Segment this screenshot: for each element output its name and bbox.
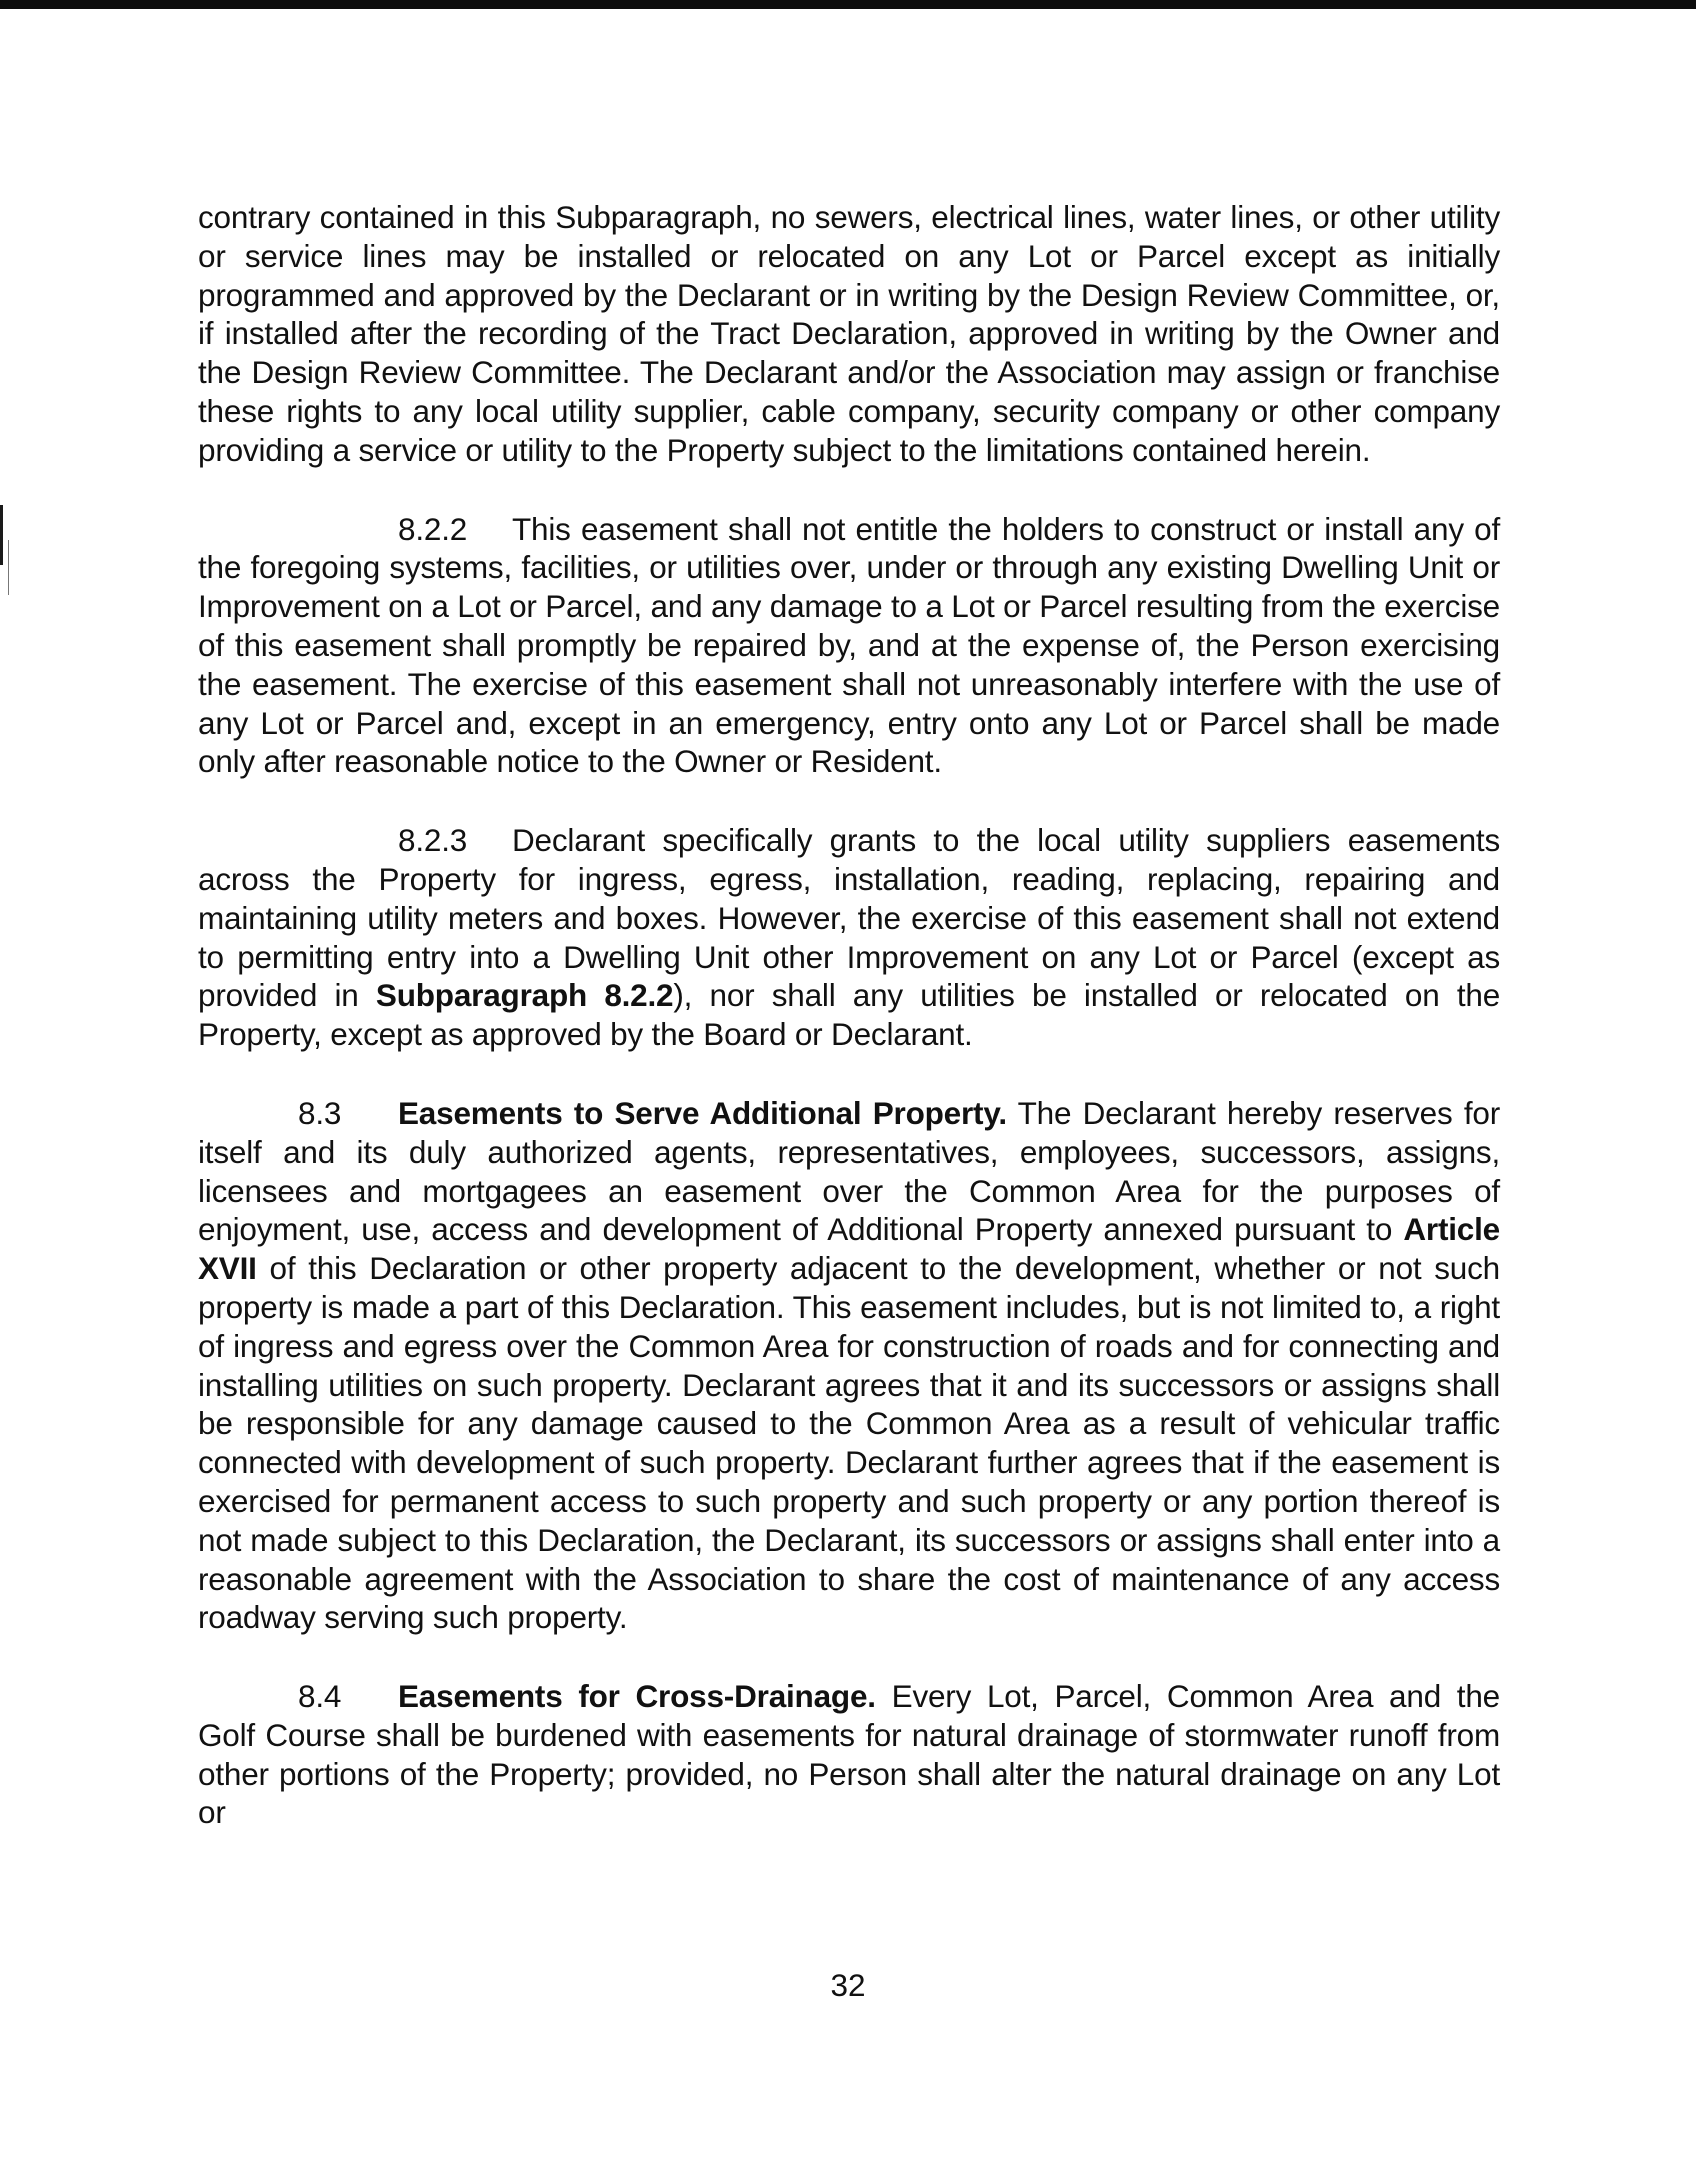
paragraph-text: Declarant specifically grants to the local utility suppliers easements across the Property for ingress, egress, installation, reading, replacing, repairing and maintaining utility meters and boxes. However, the exercise of this easement shall not extend to permitting entry into a Dwelling Unit other Improvement on any Lot or Parcel (except as provided in <box>198 822 1500 1014</box>
paragraph-text: The Declarant hereby reserves for itself and its duly authorized agents, representatives, employees, successors, assigns, licensees and mortgagees an easement over the Common Area for the purposes of enjoyment, use, access and development of Additional Property annexed pursuant to <box>198 1094 1501 1248</box>
section-heading: Easements to Serve Additional Property. <box>398 1094 1007 1131</box>
paragraph-continuation <box>198 198 1500 470</box>
scan-left-tick <box>8 540 9 595</box>
paragraph-8-3 <box>198 1094 1500 1637</box>
paragraph-8-2-2 <box>198 510 1500 782</box>
cross-reference: Subparagraph 8.2.2 <box>375 977 674 1014</box>
scan-top-edge <box>0 0 1696 9</box>
paragraph-text: contrary contained in this Subparagraph, no sewers, electrical lines, water lines, or other utility or service lines may be installed or relocated on any Lot or Parcel except as initially programmed and approved by the Declarant or in writing by the Design Review Committee, or, if installed after the recording of the Tract Declaration, approved in writing by the Owner and the Design Review Committee. The Declarant and/or the Association may assign or franchise these rights to any local utility supplier, cable company, security company or other company providing a service or utility to the Property subject to the limitations contained herein. <box>198 199 1500 468</box>
section-number: 8.4 <box>298 1678 342 1715</box>
section-heading: Easements for Cross-Drainage. <box>398 1678 876 1715</box>
paragraph-text: ), nor shall any utilities be installed or relocated on the Property, except as approved by the Board or Declarant. <box>198 977 1501 1053</box>
scan-left-mark <box>0 505 3 565</box>
paragraph-8-2-3 <box>198 821 1500 1054</box>
document-body <box>198 198 1500 1872</box>
section-number: 8.3 <box>298 1094 342 1131</box>
paragraph-text: of this Declaration or other property adjacent to the development, whether or not such property is made a part of this Declaration. This easement includes, but is not limited to, a right of ingress and egress over the Common Area for construction of roads and for connecting and installing utilities on such property. Declarant agrees that it and its successors or assigns shall be responsible for any damage caused to the Common Area as a result of vehicular traffic connected with development of such property. Declarant further agrees that if the easement is exercised for permanent access to such property and such property or any portion thereof is not made subject to this Declaration, the Declarant, its successors or assigns shall enter into a reasonable agreement with the Association to share the cost of maintenance of any access roadway serving such property. <box>198 1250 1500 1636</box>
paragraph-text: Every Lot, Parcel, Common Area and the Golf Course shall be burdened with easements for natural drainage of stormwater runoff from other portions of the Property; provided, no Person shall alter the natural drainage on any Lot or <box>198 1678 1500 1831</box>
paragraph-8-4 <box>198 1677 1500 1832</box>
cross-reference: Article XVII <box>198 1211 1500 1287</box>
page-number: 32 <box>830 1967 866 2003</box>
section-number: 8.2.2 <box>398 510 468 547</box>
section-number: 8.2.3 <box>398 822 468 859</box>
paragraph-text: This easement shall not entitle the holders to construct or install any of the foregoing systems, facilities, or utilities over, under or through any existing Dwelling Unit or Improvement on a Lot or Parcel, and any damage to a Lot or Parcel resulting from the exercise of this easement shall promptly be repaired by, and at the expense of, the Person exercising the easement. The exercise of this easement shall not unreasonably interfere with the use of any Lot or Parcel and, except in an emergency, entry onto any Lot or Parcel shall be made only after reasonable notice to the Owner or Resident. <box>198 510 1500 780</box>
